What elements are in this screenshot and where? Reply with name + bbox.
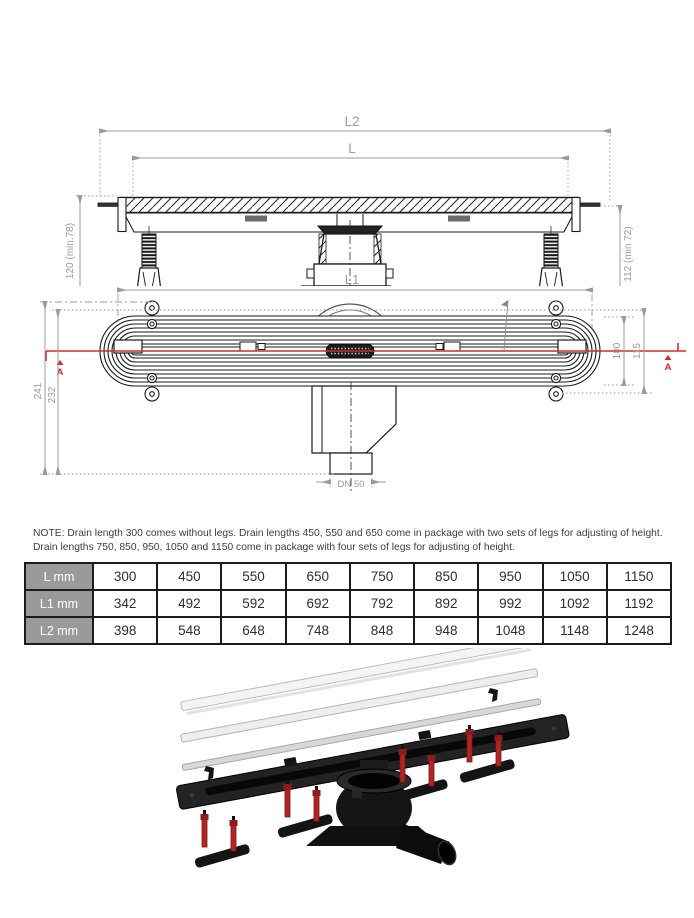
- table-cell: 692: [286, 590, 350, 617]
- table-cell: 1050: [543, 563, 607, 590]
- table-cell: 492: [157, 590, 221, 617]
- table-row: [25, 563, 671, 590]
- table-cell: 948: [414, 617, 478, 644]
- section-label-right: A: [664, 362, 672, 373]
- dim-232-label: 232: [47, 386, 58, 404]
- leg-set-2: [277, 780, 334, 838]
- top-view-drawing: [0, 256, 694, 522]
- table-cell: 1048: [478, 617, 542, 644]
- row-header-l: L mm: [25, 563, 93, 590]
- table-cell: 792: [350, 590, 414, 617]
- table-cell: 748: [286, 617, 350, 644]
- leg-set-1: [194, 810, 251, 868]
- dim-100-label: 100: [612, 342, 623, 360]
- table-cell: 1192: [607, 590, 671, 617]
- dim-l-label: L: [348, 141, 356, 156]
- dim-l: [133, 141, 568, 196]
- section-label-left: A: [56, 367, 64, 378]
- table-cell: 548: [157, 617, 221, 644]
- table-cell: 1148: [543, 617, 607, 644]
- table-cell: 650: [286, 563, 350, 590]
- table-row: [25, 617, 671, 644]
- table-cell: 398: [93, 617, 157, 644]
- table-cell: 342: [93, 590, 157, 617]
- table-cell: 750: [350, 563, 414, 590]
- side-view-drawing: [0, 36, 694, 286]
- dim-241-label: 241: [33, 382, 44, 400]
- table-cell: 850: [414, 563, 478, 590]
- table-cell: 892: [414, 590, 478, 617]
- table-row: [25, 590, 671, 617]
- table-cell: 1092: [543, 590, 607, 617]
- table-cell: 300: [93, 563, 157, 590]
- row-header-l1: L1 mm: [25, 590, 93, 617]
- table-cell: 592: [221, 590, 285, 617]
- table-cell: 1150: [607, 563, 671, 590]
- table-cell: 450: [157, 563, 221, 590]
- product-photo: [0, 648, 694, 918]
- dim-l2-label: L2: [344, 114, 360, 129]
- dim-height-right-label: 112 (min 72): [623, 226, 634, 282]
- table-cell: 950: [478, 563, 542, 590]
- table-cell: 848: [350, 617, 414, 644]
- table-cell: 550: [221, 563, 285, 590]
- outlet-dn-label: DN 50: [337, 479, 365, 490]
- table-cell: 648: [221, 617, 285, 644]
- dim-115-label: 115: [632, 343, 643, 359]
- dim-height-left-label: 120 (min.78): [65, 222, 76, 280]
- note-text: NOTE: Drain length 300 comes without legs. Drain lengths 450, 550 and 650 come in package with two sets of legs for adjusting of height. Drain lengths 750, 850, 950, 1050 and 1150 come in package with four sets of legs for adjusting of height.: [33, 528, 663, 553]
- leg-stud: [201, 810, 238, 851]
- table-cell: 1248: [607, 617, 671, 644]
- row-header-l2: L2 mm: [25, 617, 93, 644]
- table-cell: 992: [478, 590, 542, 617]
- bottom-outlet: [312, 382, 396, 494]
- dimensions-table: [24, 562, 672, 645]
- dim-l1-label: L1: [344, 272, 360, 287]
